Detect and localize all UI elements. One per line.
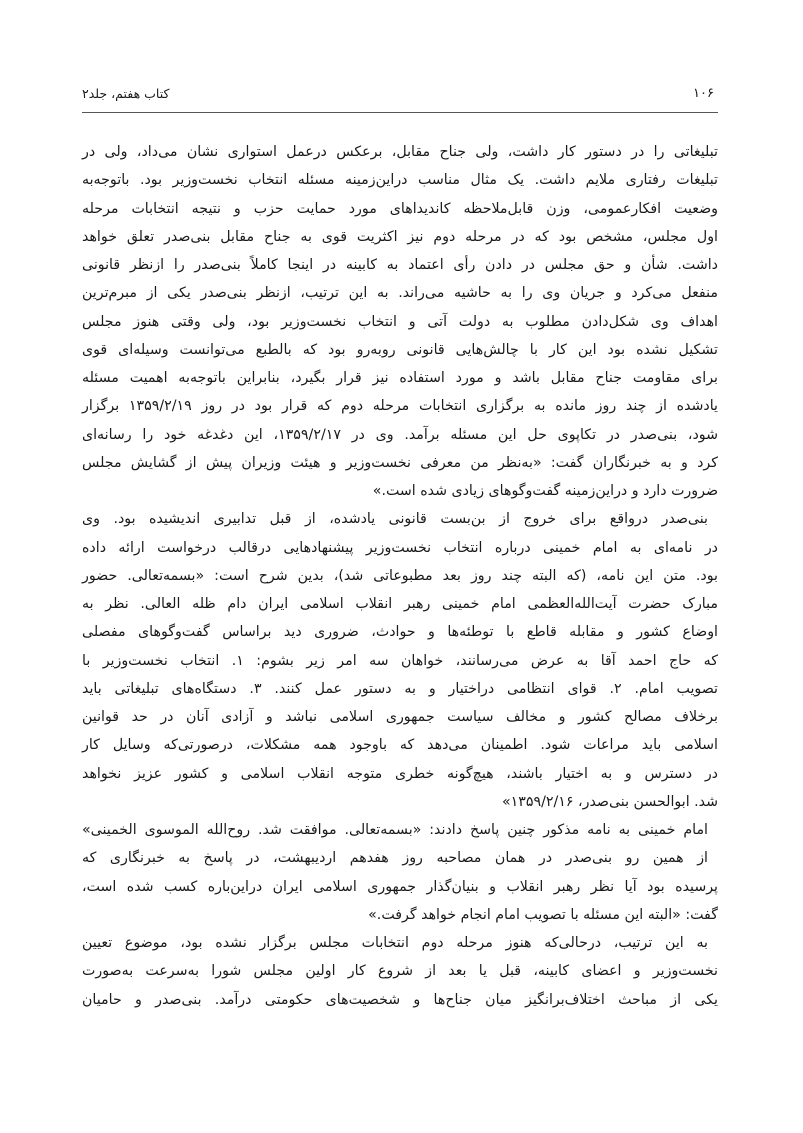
text-line: شود، بنی‌صدر در تکاپوی حل این مسئله برآمد. وی در ۱۳۵۹/۲/۱۷، این دغدغه خود را رسانه‌ای: [82, 426, 718, 443]
text-line: اوضاع کشور و مقابله قاطع با توطئه‌ها و حوادث، ضروری دید براساس گفت‌وگوهای مفصلی: [82, 624, 718, 641]
running-header: [82, 86, 718, 108]
text-line: بنی‌صدر درواقع برای خروج از بن‌بست قانونی یادشده، از قبل تدابیری اندیشیده بود. وی: [82, 511, 708, 528]
text-line: داشت. شأن و حق مجلس در دادن رأی اعتماد به کابینه در اینجا کاملاً بنی‌صدر را ازنظر قانونی: [82, 257, 718, 273]
text-line: که حاج احمد آقا به عرض می‌رسانند، خواهان سه امر زیر بشوم: ۱. انتخاب نخست‌وزیر با: [82, 652, 718, 669]
text-line: تشکیل نشده بود این کار با چالش‌هایی قانونی روبه‌رو بود که بالطبع می‌توانست وسیله‌ای قوی: [82, 341, 718, 358]
text-line: به این ترتیب، درحالی‌که هنوز مرحله دوم انتخابات مجلس برگزار نشده بود، موضوع تعیین: [82, 935, 708, 951]
text-line: اهداف وی شکل‌دادن مطلوب به دولت آتی و انتخاب نخست‌وزیر بود، ولی وقتی هنوز مجلس: [82, 313, 718, 330]
body-text: [82, 138, 718, 1014]
text-line: در نامه‌ای به امام خمینی درباره انتخاب نخست‌وزیر پیشنهادهایی درقالب درخواست ارائه داده: [82, 539, 718, 556]
text-line: در دسترس و به اختیار باشند، هیچ‌گونه خطری متوجه انقلاب اسلامی و کشور عزیز نخواهد: [82, 765, 718, 782]
text-line: بود. متن این نامه، (که البته چند روز بعد مطبوعاتی شد)، بدین شرح است: «بسمه‌تعالی. حضور: [82, 567, 718, 584]
text-line: از همین رو بنی‌صدر در همان مصاحبه روز هفدهم اردیبهشت، در پاسخ به خبرنگاری که: [82, 850, 708, 867]
text-line: برای مقاومت جناح مقابل باشد و مورد استفاده نیز قرار بگیرد، بنابراین باتوجه‌به اهمیت مسئله: [82, 370, 718, 386]
text-line: نخست‌وزیر و اعضای کابینه، قبل یا بعد از شروع کار اولین مجلس شورا به‌سرعت به‌صورت: [82, 963, 718, 980]
page-number: ۱۰۶: [693, 86, 714, 101]
text-line: پرسیده بود آیا نظر رهبر انقلاب و بنیان‌گذار جمهوری اسلامی ایران دراین‌باره کسب شده است،: [82, 878, 718, 895]
text-line: یادشده از چند روز مانده به برگزاری انتخابات مرحله دوم که قرار بود در روز ۱۳۵۹/۲/۱۹ برگزار: [82, 398, 718, 415]
book-title: کتاب هفتم، جلد۲: [82, 86, 170, 101]
text-line: اسلامی باید مراعات شود. اطمینان می‌دهد که باوجود همه مشکلات، درصورتی‌که وسایل کار: [82, 737, 718, 754]
text-line: وضعیت افکارعمومی، وزن قابل‌ملاحظه کاندیداهای مورد حمایت حزب و نتیجه انتخابات مرحله: [82, 200, 718, 217]
text-line: شد. ابوالحسن بنی‌صدر، ۱۳۵۹/۲/۱۶»: [501, 793, 718, 810]
text-line: مبارک حضرت آیت‌الله‌العظمی امام خمینی رهبر انقلاب اسلامی ایران دام ظله العالی. نظر به: [82, 596, 718, 612]
text-line: امام خمینی به نامه مذکور چنین پاسخ دادند: «بسمه‌تعالی. موافقت شد. روح‌الله الموسوی الخمینی»: [82, 822, 708, 838]
text-line: برخلاف مصالح کشور و مخالف سیاست جمهوری اسلامی نباشد و آزادی آنان در حد قوانین: [82, 709, 718, 725]
text-line: اول مجلس، مشخص بود که در مرحله دوم نیز اکثریت قوی به جناح مقابل بنی‌صدر تعلق خواهد: [82, 228, 718, 245]
text-line: ضرورت دارد و دراین‌زمینه گفت‌وگوهای زیادی شده است.»: [372, 483, 718, 499]
text-line: تبلیغات رفتاری ملایم داشت. یک مثال مناسب دراین‌زمینه مسئله انتخاب نخست‌وزیر بود. باتوجه‌به: [82, 172, 718, 189]
text-line: یکی از مباحث اختلاف‌برانگیز میان جناح‌ها و شخصیت‌های حکومتی درآمد. بنی‌صدر و حامیان: [82, 991, 718, 1008]
text-line: تصویب امام. ۲. قوای انتظامی دراختیار و به دستور عمل کنند. ۳. دستگاه‌های تبلیغاتی باید: [82, 680, 719, 697]
header-rule: [82, 112, 718, 113]
text-line: کرد و به خبرنگاران گفت: «به‌نظر من معرفی نخست‌وزیر و هیئت وزیران پیش از گشایش مجلس: [82, 454, 718, 471]
text-line: گفت: «البته این مسئله با تصویب امام انجام خواهد گرفت.»: [368, 906, 718, 923]
text-line: منفعل می‌کرد و جریان وی را به حاشیه می‌راند. به این ترتیب، ازنظر بنی‌صدر یکی از مبرم‌ترین: [82, 285, 718, 302]
text-line: تبلیغاتی را در دستور کار داشت، ولی جناح مقابل، برعکس درعمل استواری نشان می‌داد، ولی در: [82, 144, 718, 160]
